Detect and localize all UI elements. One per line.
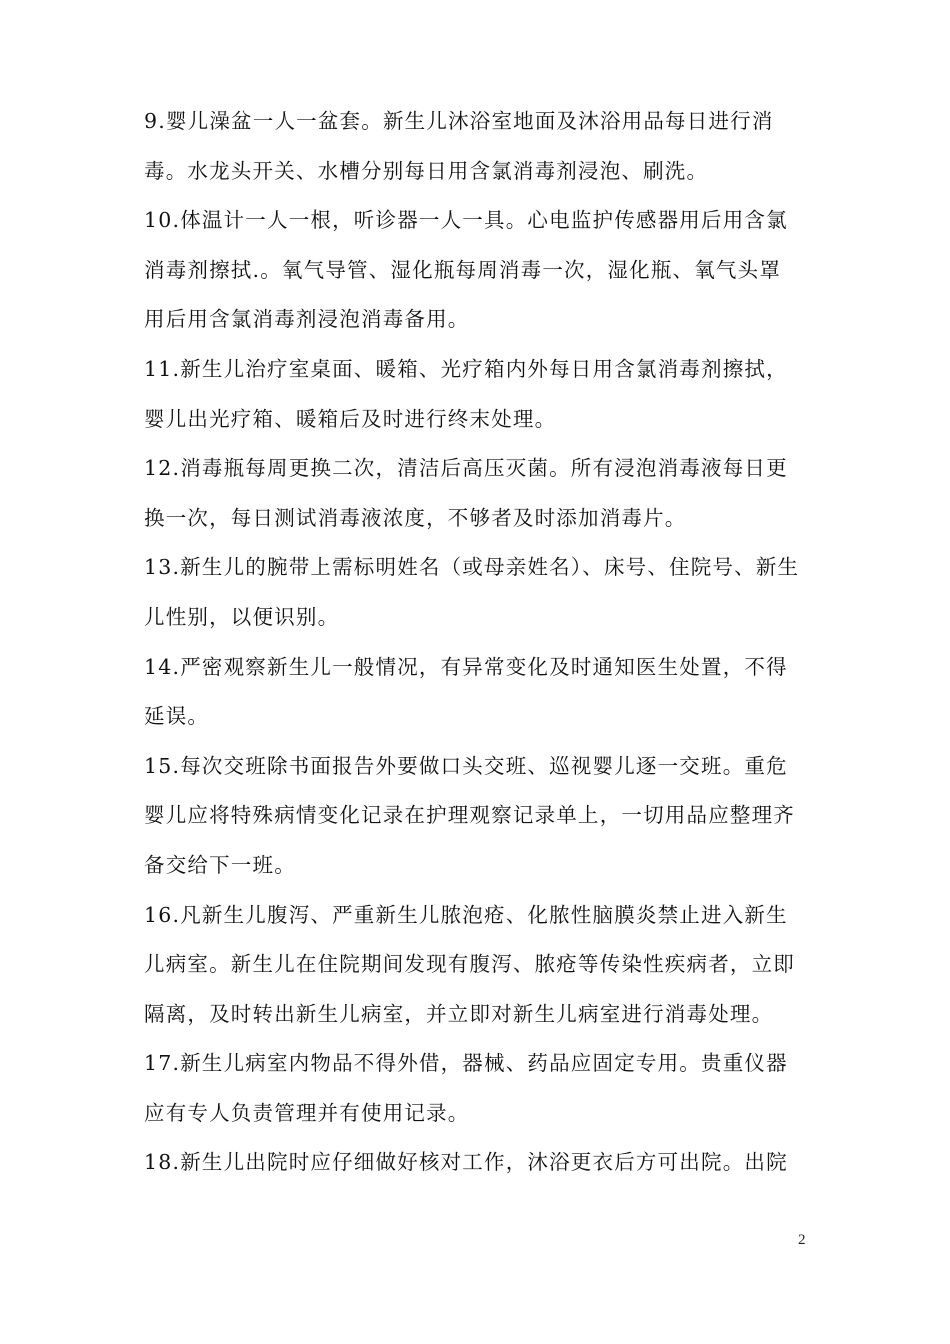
text-line: 用后用含氯消毒剂浸泡消毒备用。 bbox=[144, 307, 470, 332]
text-line: 婴儿应将特殊病情变化记录在护理观察记录单上，一切用品应整理齐 bbox=[144, 803, 795, 828]
text-line: 13.新生儿的腕带上需标明姓名（或母亲姓名）、床号、住院号、新生 bbox=[144, 555, 800, 580]
text-line: 17.新生儿病室内物品不得外借，器械、药品应固定专用。贵重仪器 bbox=[144, 1051, 788, 1076]
text-line: 14.严密观察新生儿一般情况，有异常变化及时通知医生处置，不得 bbox=[144, 654, 788, 679]
text-line: 备交给下一班。 bbox=[144, 852, 296, 877]
text-line: 婴儿出光疗箱、暖箱后及时进行终末处理。 bbox=[144, 406, 557, 431]
text-line: 15.每次交班除书面报告外要做口头交班、巡视婴儿逐一交班。重危 bbox=[144, 753, 788, 778]
text-line: 儿病室。新生儿在住院期间发现有腹泻、脓疮等传染性疾病者，立即 bbox=[144, 952, 795, 977]
text-line: 消毒剂擦拭.。氧气导管、湿化瓶每周消毒一次，湿化瓶、氧气头罩 bbox=[144, 257, 782, 282]
text-line: 9.婴儿澡盆一人一盆套。新生儿沐浴室地面及沐浴用品每日进行消 bbox=[144, 109, 774, 133]
text-line: 毒。水龙头开关、水槽分别每日用含氯消毒剂浸泡、刷洗。 bbox=[144, 158, 709, 183]
text-line: 12.消毒瓶每周更换二次，清洁后高压灭菌。所有浸泡消毒液每日更 bbox=[144, 456, 788, 481]
text-line: 应有专人负责管理并有使用记录。 bbox=[144, 1100, 470, 1125]
text-line: 儿性别，以便识别。 bbox=[144, 604, 340, 629]
text-line: 16.凡新生儿腹泻、严重新生儿脓泡疮、化脓性脑膜炎禁止进入新生 bbox=[144, 902, 788, 927]
text-line: 18.新生儿出院时应仔细做好核对工作，沐浴更衣后方可出院。出院 bbox=[144, 1150, 788, 1175]
text-line: 隔离，及时转出新生儿病室，并立即对新生儿病室进行消毒处理。 bbox=[144, 1001, 774, 1026]
text-line: 换一次，每日测试消毒液浓度，不够者及时添加消毒片。 bbox=[144, 505, 687, 530]
text-line: 10.体温计一人一根，听诊器一人一具。心电监护传感器用后用含氯 bbox=[144, 208, 788, 233]
text-line: 11.新生儿治疗室桌面、暖箱、光疗箱内外每日用含氯消毒剂擦拭， bbox=[144, 356, 788, 381]
document-body bbox=[144, 103, 819, 1194]
text-line: 延误。 bbox=[144, 704, 210, 729]
page-number: 2 bbox=[798, 1232, 806, 1248]
